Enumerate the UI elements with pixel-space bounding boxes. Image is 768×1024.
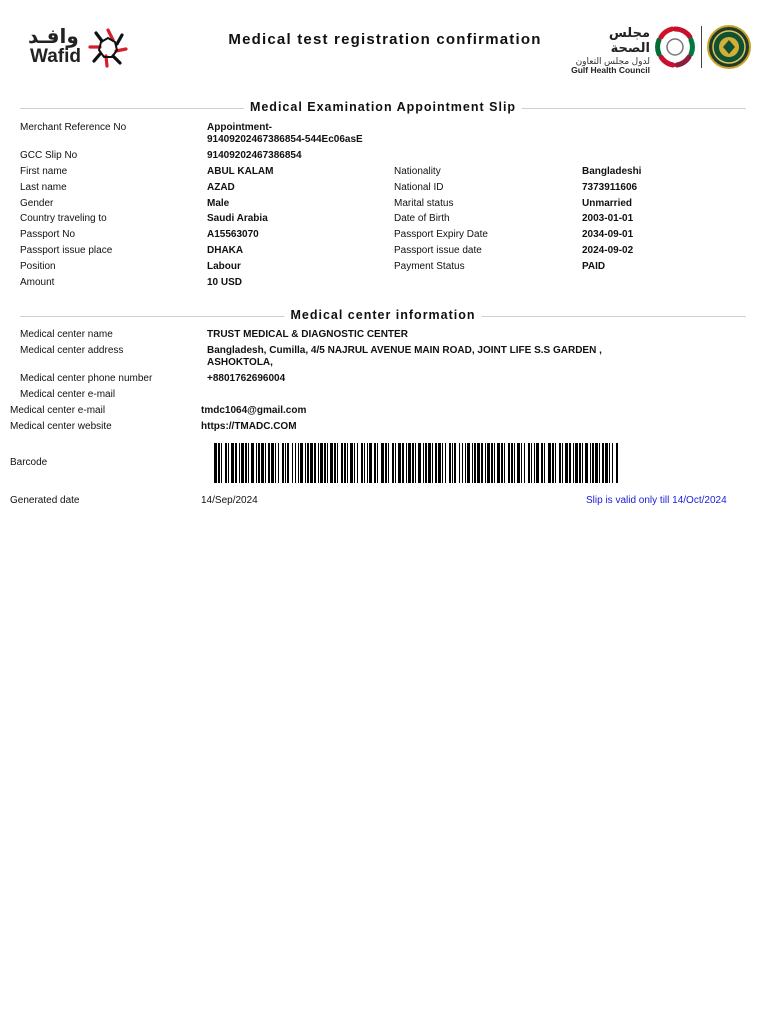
barcode-bar <box>459 443 460 483</box>
gender-value: Male <box>207 198 230 209</box>
last-name-label: Last name <box>20 182 67 193</box>
passport-place-value: DHAKA <box>207 245 244 256</box>
barcode-bar <box>445 443 446 483</box>
barcode-bar <box>221 443 222 483</box>
barcode-bar <box>585 443 588 483</box>
barcode-bar <box>517 443 520 483</box>
barcode-bar <box>575 443 578 483</box>
generated-date-label: Generated date <box>10 495 80 506</box>
appointment-slip-heading <box>20 100 746 116</box>
barcode-bar <box>388 443 389 483</box>
barcode-bar <box>398 443 401 483</box>
barcode-bar <box>408 443 411 483</box>
amount-label: Amount <box>20 277 55 288</box>
barcode-bar <box>261 443 264 483</box>
barcode-bar <box>565 443 568 483</box>
barcode-bar <box>344 443 346 483</box>
barcode-bar <box>235 443 237 483</box>
barcode-bar <box>305 443 306 483</box>
barcode-bar <box>536 443 539 483</box>
barcode-bar <box>442 443 443 483</box>
passport-no-value: A15563070 <box>207 229 259 240</box>
barcode-bar <box>406 443 407 483</box>
country-value: Saudi Arabia <box>207 213 268 224</box>
barcode-bar <box>582 443 583 483</box>
barcode-bar <box>599 443 600 483</box>
position-value: Labour <box>207 261 241 272</box>
barcode-bar <box>415 443 416 483</box>
ghc-flags-ring-icon <box>654 26 696 68</box>
barcode-bar <box>369 443 372 483</box>
nationality-label: Nationality <box>394 166 441 177</box>
barcode-bar <box>590 443 591 483</box>
merchant-ref-label: Merchant Reference No <box>20 122 127 133</box>
first-name-value: ABUL KALAM <box>207 166 274 177</box>
barcode-bar <box>395 443 396 483</box>
center-phone-label: Medical center phone number <box>20 373 153 384</box>
barcode-bar <box>454 443 456 483</box>
barcode-bar <box>514 443 515 483</box>
barcode-bar <box>491 443 493 483</box>
wafid-logo-arabic: وافـد <box>28 26 79 48</box>
dob-label: Date of Birth <box>394 213 450 224</box>
ghc-logo-text <box>570 26 650 76</box>
barcode-bar <box>402 443 404 483</box>
barcode-bar <box>612 443 613 483</box>
national-id-value: 7373911606 <box>582 182 638 193</box>
barcode-bar <box>334 443 336 483</box>
barcode-bar <box>377 443 378 483</box>
barcode-bar <box>337 443 338 483</box>
barcode-bar <box>452 443 453 483</box>
barcode-bar <box>285 443 286 483</box>
barcode-bar <box>573 443 574 483</box>
barcode-bar <box>314 443 316 483</box>
medical-center-heading <box>20 308 746 324</box>
barcode-bar <box>320 443 323 483</box>
barcode-bar <box>511 443 513 483</box>
barcode-bar <box>350 443 353 483</box>
barcode-bar <box>248 443 249 483</box>
barcode-bar <box>327 443 328 483</box>
barcode-bar <box>295 443 296 483</box>
barcode-bar <box>467 443 470 483</box>
center-email-label: Medical center e-mail <box>20 389 116 400</box>
barcode-bar <box>239 443 240 483</box>
barcode-bar <box>435 443 437 483</box>
barcode-bar <box>534 443 535 483</box>
barcode-bar <box>214 443 217 483</box>
barcode-bar <box>449 443 451 483</box>
wafid-logo <box>28 24 132 70</box>
barcode-bar <box>521 443 522 483</box>
barcode-bar <box>432 443 433 483</box>
center-email-value[interactable]: tmdc1064@gmail.com <box>201 405 307 416</box>
barcode-bar <box>497 443 500 483</box>
barcode-bar <box>548 443 551 483</box>
barcode-bar <box>307 443 309 483</box>
barcode-bar <box>298 443 299 483</box>
passport-expiry-value: 2034-09-01 <box>582 229 634 240</box>
barcode-bar <box>418 443 421 483</box>
barcode-bar <box>605 443 608 483</box>
barcode-bar <box>364 443 365 483</box>
barcode-bar <box>474 443 476 483</box>
barcode-bar <box>218 443 220 483</box>
barcode-bar <box>524 443 525 483</box>
barcode-bar <box>616 443 618 483</box>
gender-label: Gender <box>20 198 54 209</box>
barcode-bar <box>569 443 571 483</box>
barcode-bar <box>282 443 284 483</box>
center-website-label: Medical center website <box>10 421 112 432</box>
barcode-bar <box>487 443 490 483</box>
barcode-bar <box>300 443 303 483</box>
barcode-bar <box>374 443 376 483</box>
barcode-bar <box>330 443 333 483</box>
barcode-bar <box>278 443 279 483</box>
barcode-bar <box>385 443 387 483</box>
center-phone-value: +8801762696004 <box>207 373 286 384</box>
barcode-bar <box>559 443 561 483</box>
barcode-bar <box>425 443 427 483</box>
barcode-bar <box>485 443 486 483</box>
amount-value: 10 USD <box>207 277 243 288</box>
barcode-bar <box>287 443 289 483</box>
barcode-bar <box>481 443 483 483</box>
wafid-star-icon <box>86 26 130 70</box>
barcode-bar <box>508 443 510 483</box>
barcode-bar <box>528 443 530 483</box>
barcode-bar <box>265 443 266 483</box>
barcode-bar <box>579 443 581 483</box>
payment-status-label: Payment Status <box>394 261 465 272</box>
gcc-seal-icon <box>707 25 751 69</box>
barcode-bar <box>555 443 556 483</box>
wafid-logo-text: Wafid <box>30 46 82 67</box>
barcode-bar <box>324 443 326 483</box>
center-address-line2: ASHOKTOLA, <box>207 357 273 368</box>
barcode-bar <box>357 443 358 483</box>
barcode-bar <box>462 443 463 483</box>
barcode-bar <box>609 443 610 483</box>
barcode-bar <box>412 443 414 483</box>
appointment-slip-title: Medical Examination Appointment Slip <box>244 100 522 114</box>
medical-center-title: Medical center information <box>284 308 481 322</box>
barcode-bar <box>465 443 466 483</box>
barcode-bar <box>292 443 293 483</box>
barcode-bar <box>602 443 604 483</box>
barcode-bar <box>367 443 368 483</box>
barcode-bar <box>347 443 348 483</box>
barcode-bar <box>428 443 431 483</box>
center-name-value: TRUST MEDICAL & DIAGNOSTIC CENTER <box>207 329 408 340</box>
barcode-bar <box>381 443 384 483</box>
barcode-bar <box>258 443 260 483</box>
marital-status-label: Marital status <box>394 198 454 209</box>
merchant-ref-value-line1: Appointment- <box>207 122 272 133</box>
generated-date-value: 14/Sep/2024 <box>201 495 258 506</box>
barcode-bar <box>477 443 480 483</box>
barcode-bar <box>595 443 598 483</box>
last-name-value: AZAD <box>207 182 235 193</box>
barcode-bar <box>225 443 227 483</box>
barcode-bar <box>592 443 594 483</box>
barcode-bar <box>354 443 355 483</box>
marital-status-value: Unmarried <box>582 198 633 209</box>
ghc-arabic-subtitle: لدول مجلس التعاون <box>575 55 650 66</box>
barcode-bar <box>504 443 505 483</box>
passport-expiry-label: Passport Expiry Date <box>394 229 488 240</box>
barcode-bar <box>231 443 234 483</box>
first-name-label: First name <box>20 166 68 177</box>
nationality-value: Bangladeshi <box>582 166 642 177</box>
gcc-slip-value: 91409202467386854 <box>207 150 302 161</box>
position-label: Position <box>20 261 56 272</box>
national-id-label: National ID <box>394 182 444 193</box>
slip-validity-note: Slip is valid only till 14/Oct/2024 <box>586 495 727 506</box>
gcc-slip-label: GCC Slip No <box>20 150 78 161</box>
logo-separator <box>701 26 702 68</box>
barcode <box>212 443 622 483</box>
barcode-bar <box>256 443 257 483</box>
barcode-bar <box>310 443 313 483</box>
merchant-ref-value-line2: 91409202467386854-544Ec06asE <box>207 134 363 145</box>
barcode-bar <box>562 443 563 483</box>
barcode-label: Barcode <box>10 457 48 468</box>
barcode-bar <box>245 443 247 483</box>
barcode-bar <box>552 443 554 483</box>
barcode-bar <box>541 443 543 483</box>
center-address-label: Medical center address <box>20 345 124 356</box>
barcode-bar <box>341 443 343 483</box>
barcode-bar <box>268 443 270 483</box>
payment-status-value: PAID <box>582 261 606 272</box>
barcode-bar <box>438 443 441 483</box>
center-name-label: Medical center name <box>20 329 113 340</box>
passport-issue-date-value: 2024-09-02 <box>582 245 634 256</box>
passport-place-label: Passport issue place <box>20 245 113 256</box>
barcode-bar <box>423 443 424 483</box>
center-website-value[interactable]: https://TMADC.COM <box>201 421 297 432</box>
barcode-bar <box>531 443 532 483</box>
gulf-health-council-logo <box>570 24 752 76</box>
barcode-bar <box>392 443 394 483</box>
passport-no-label: Passport No <box>20 229 76 240</box>
barcode-bar <box>361 443 363 483</box>
barcode-bar <box>501 443 503 483</box>
center-address-line1: Bangladesh, Cumilla, 4/5 NAJRUL AVENUE MAIN ROAD, JOINT LIFE S.S GARDEN , <box>207 345 602 356</box>
dob-value: 2003-01-01 <box>582 213 634 224</box>
barcode-bar <box>251 443 254 483</box>
barcode-bar <box>228 443 229 483</box>
passport-issue-date-label: Passport issue date <box>394 245 482 256</box>
barcode-bar <box>472 443 473 483</box>
ghc-arabic-name: مجلس الصحة <box>608 25 650 55</box>
barcode-bar <box>318 443 319 483</box>
country-label: Country traveling to <box>20 213 107 224</box>
barcode-bar <box>544 443 545 483</box>
page-title: Medical test registration confirmation <box>228 31 542 48</box>
barcode-bar <box>241 443 244 483</box>
barcode-bar <box>494 443 495 483</box>
page-header <box>0 0 768 95</box>
barcode-bar <box>271 443 274 483</box>
ghc-english-name: Gulf Health Council <box>571 65 650 76</box>
center-email-label-secondary: Medical center e-mail <box>10 405 106 416</box>
barcode-bar <box>275 443 276 483</box>
